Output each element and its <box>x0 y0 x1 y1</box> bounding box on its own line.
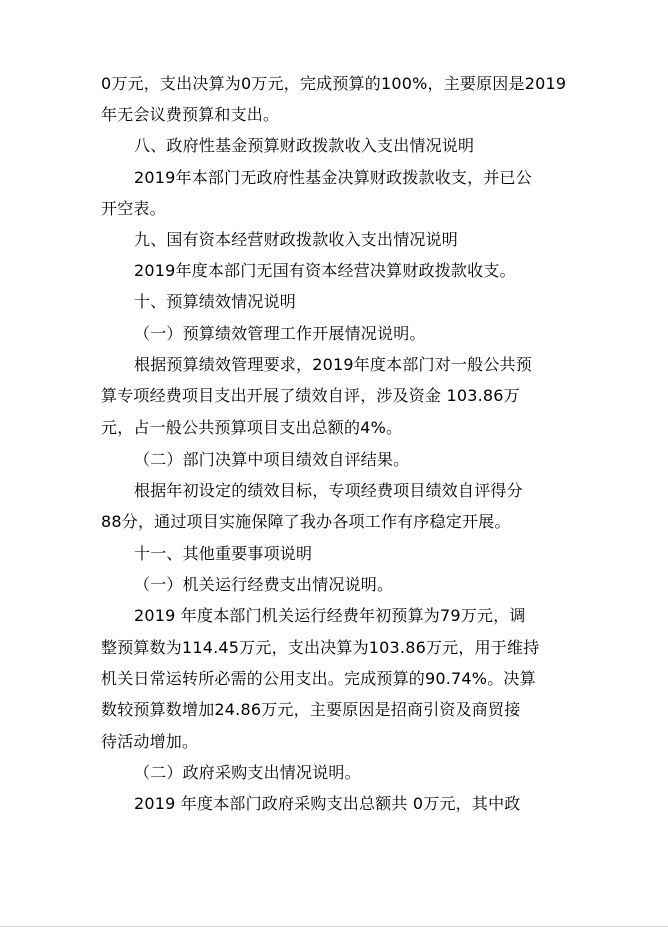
section-heading: 九、国有资本经营财政拨款收入支出情况说明 <box>134 230 459 249</box>
body-text-line: 2019年本部门无政府性基金决算财政拨款收支，并已公 <box>134 168 532 187</box>
body-text-line: 2019年度本部门无国有资本经营决算财政拨款收支。 <box>134 261 516 280</box>
page-bottom-edge <box>0 926 668 927</box>
body-text-line: 整预算数为114.45万元，支出决算为103.86万元，用于维持 <box>101 638 540 657</box>
body-text-line: 算专项经费项目支出开展了绩效自评，涉及资金 103.86万 <box>101 386 520 405</box>
body-text-line: 年无会议费预算和支出。 <box>101 105 280 124</box>
section-heading: 八、政府性基金预算财政拨款收入支出情况说明 <box>134 136 475 155</box>
subsection-heading: （一）机关运行经费支出情况说明。 <box>134 575 394 594</box>
body-text-line: 元，占一般公共预算项目支出总额的4%。 <box>101 418 403 437</box>
section-heading: 十一、其他重要事项说明 <box>134 544 313 563</box>
section-heading: 十、预算绩效情况说明 <box>134 292 297 311</box>
body-text-line: 根据年初设定的绩效目标，专项经费项目绩效自评得分 <box>134 481 523 500</box>
body-text-line: 开空表。 <box>101 199 166 218</box>
body-text-line: 2019 年度本部门机关运行经费年初预算为79万元，调 <box>134 606 526 625</box>
body-text-line: 数较预算数增加24.86万元，主要原因是招商引资及商贸接 <box>101 700 521 719</box>
subsection-heading: （二）政府采购支出情况说明。 <box>134 763 361 782</box>
subsection-heading: （二）部门决算中项目绩效自评结果。 <box>134 450 410 469</box>
subsection-heading: （一）预算绩效管理工作开展情况说明。 <box>134 324 426 343</box>
body-text-line: 根据预算绩效管理要求，2019年度本部门对一般公共预 <box>134 355 532 374</box>
body-text-line: 待活动增加。 <box>101 732 199 751</box>
body-text-line: 88分，通过项目实施保障了我办各项工作有序稳定开展。 <box>101 512 511 531</box>
body-text-line: 2019 年度本部门政府采购支出总额共 0万元，其中政 <box>134 794 521 813</box>
body-text-line: 机关日常运转所必需的公用支出。完成预算的90.74%。决算 <box>101 669 536 688</box>
body-text-line: 0万元，支出决算为0万元，完成预算的100%，主要原因是2019 <box>101 74 567 93</box>
